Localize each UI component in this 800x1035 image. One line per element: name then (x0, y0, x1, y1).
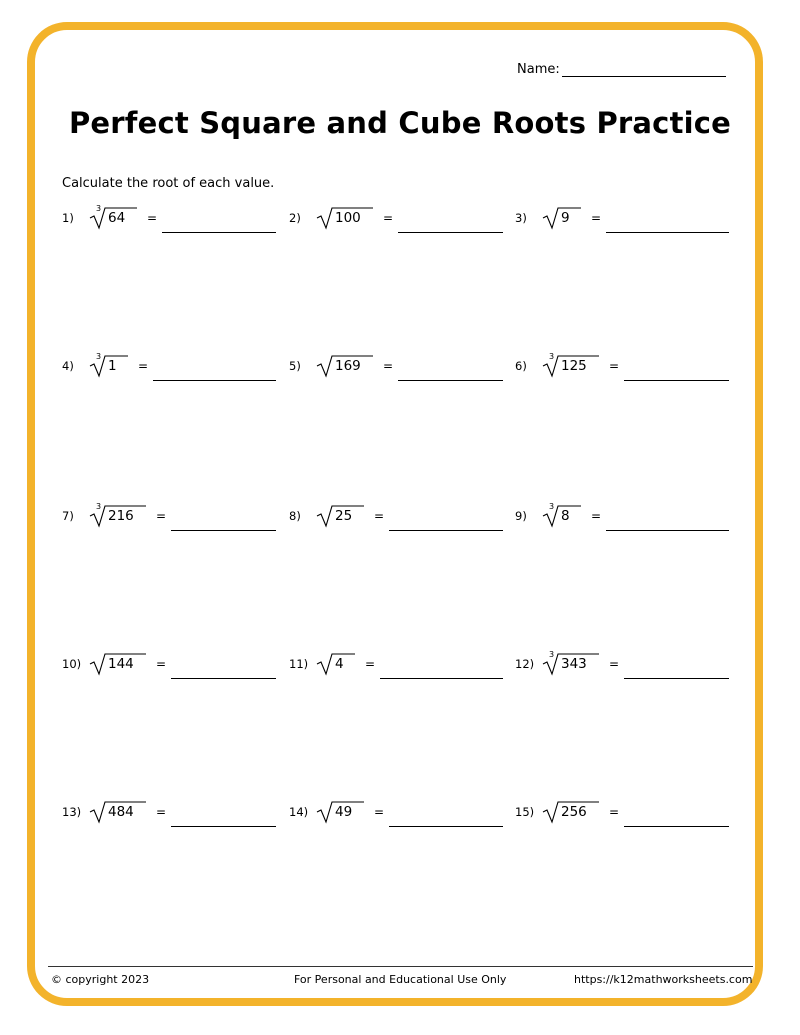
problem-number: 1) (62, 211, 74, 225)
equals-sign: = (591, 509, 602, 523)
equals-sign: = (156, 657, 167, 671)
root-index: 3 (549, 650, 555, 659)
problem-number: 7) (62, 509, 74, 523)
radicand: 1 (108, 358, 117, 374)
radicand: 64 (108, 210, 126, 226)
equals-sign: = (138, 359, 149, 373)
problem-item (62, 651, 302, 677)
page-title: Perfect Square and Cube Roots Practice (68, 106, 732, 140)
answer-blank[interactable] (380, 677, 503, 679)
problem-number: 8) (289, 509, 301, 523)
problem-item (515, 353, 755, 379)
problem-number: 9) (515, 509, 527, 523)
equals-sign: = (374, 805, 385, 819)
root-index: 3 (549, 502, 555, 511)
problem-item (515, 651, 755, 677)
problem-number: 6) (515, 359, 527, 373)
instructions: Calculate the root of each value. (62, 176, 275, 191)
answer-blank[interactable] (389, 529, 503, 531)
answer-blank[interactable] (171, 677, 276, 679)
equals-sign: = (147, 211, 158, 225)
problem-item (289, 651, 529, 677)
equals-sign: = (591, 211, 602, 225)
answer-blank[interactable] (606, 529, 729, 531)
name-label: Name: (517, 62, 560, 77)
problem-item (289, 799, 529, 825)
root-index: 3 (96, 502, 102, 511)
answer-blank[interactable] (171, 825, 276, 827)
problem-number: 11) (289, 657, 309, 671)
radicand: 343 (561, 656, 587, 672)
equals-sign: = (374, 509, 385, 523)
equals-sign: = (156, 805, 167, 819)
root-index: 3 (549, 352, 555, 361)
answer-blank[interactable] (389, 825, 503, 827)
answer-blank[interactable] (153, 379, 276, 381)
radicand: 8 (561, 508, 570, 524)
radicand: 216 (108, 508, 134, 524)
name-line[interactable] (562, 62, 726, 77)
equals-sign: = (609, 359, 620, 373)
problem-item (515, 205, 755, 231)
usage-text: For Personal and Educational Use Only (294, 973, 507, 986)
problem-number: 13) (62, 805, 82, 819)
site-url: https://k12mathworksheets.com (574, 973, 753, 986)
problem-item (62, 353, 302, 379)
radicand: 484 (108, 804, 134, 820)
answer-blank[interactable] (398, 379, 503, 381)
equals-sign: = (156, 509, 167, 523)
radicand: 9 (561, 210, 570, 226)
radicand: 144 (108, 656, 134, 672)
problem-number: 5) (289, 359, 301, 373)
problem-item (289, 503, 529, 529)
name-field[interactable] (517, 62, 726, 77)
radicand: 125 (561, 358, 587, 374)
answer-blank[interactable] (162, 231, 276, 233)
answer-blank[interactable] (624, 825, 729, 827)
problem-item (515, 503, 755, 529)
radicand: 49 (335, 804, 353, 820)
problem-item (289, 205, 529, 231)
equals-sign: = (609, 657, 620, 671)
radicand: 25 (335, 508, 353, 524)
problem-number: 4) (62, 359, 74, 373)
copyright-text: © copyright 2023 (51, 973, 150, 986)
problem-number: 3) (515, 211, 527, 225)
answer-blank[interactable] (171, 529, 276, 531)
problem-number: 2) (289, 211, 301, 225)
radicand: 169 (335, 358, 361, 374)
problem-number: 14) (289, 805, 309, 819)
answer-blank[interactable] (624, 379, 729, 381)
problem-item (62, 503, 302, 529)
problem-item (289, 353, 529, 379)
footer-divider (48, 966, 753, 967)
answer-blank[interactable] (624, 677, 729, 679)
root-index: 3 (96, 352, 102, 361)
radicand: 4 (335, 656, 344, 672)
root-index: 3 (96, 204, 102, 213)
radicand: 256 (561, 804, 587, 820)
equals-sign: = (609, 805, 620, 819)
answer-blank[interactable] (398, 231, 503, 233)
problem-item (62, 799, 302, 825)
problem-item (515, 799, 755, 825)
problem-number: 10) (62, 657, 82, 671)
equals-sign: = (383, 359, 394, 373)
problem-number: 15) (515, 805, 535, 819)
answer-blank[interactable] (606, 231, 729, 233)
problem-item (62, 205, 302, 231)
equals-sign: = (383, 211, 394, 225)
radicand: 100 (335, 210, 361, 226)
problem-number: 12) (515, 657, 535, 671)
equals-sign: = (365, 657, 376, 671)
